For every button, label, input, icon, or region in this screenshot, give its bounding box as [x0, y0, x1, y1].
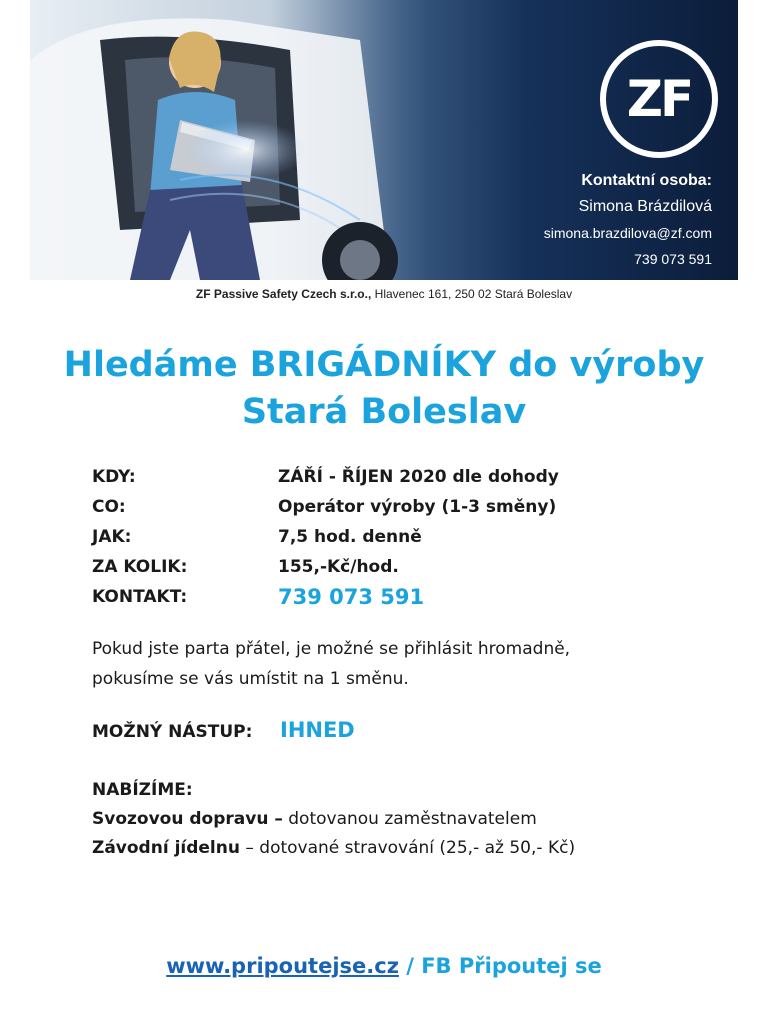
contact-name: Simona Brázdilová: [578, 198, 712, 215]
zf-logo: [600, 40, 718, 158]
detail-label: CO:: [92, 497, 126, 517]
start-value: IHNED: [280, 718, 355, 742]
group-info-paragraph: [92, 634, 712, 694]
headline-line-1: Hledáme BRIGÁDNÍKY do výroby: [63, 345, 705, 385]
company-name: ZF Passive Safety Czech s.r.o.,: [195, 287, 372, 301]
detail-label: ZA KOLIK:: [92, 557, 188, 577]
header-banner: [30, 0, 738, 280]
benefit-item-text: dotovanou zaměstnavatelem: [282, 809, 537, 829]
paragraph-line-2: pokusíme se vás umístit na 1 směnu.: [92, 669, 409, 689]
contact-phone[interactable]: 739 073 591: [634, 251, 712, 267]
detail-row-what: [92, 492, 559, 522]
detail-row-how: [92, 522, 559, 552]
benefit-item: [92, 805, 712, 834]
benefit-item: [92, 834, 712, 863]
benefits-title: NABÍZÍME:: [92, 780, 193, 800]
zf-logo-text: ZF: [626, 70, 692, 128]
contact-title: Kontaktní osoba:: [581, 172, 712, 189]
paragraph-line-1: Pokud jste parta přátel, je možné se přihlásit hromadně,: [92, 639, 571, 659]
company-line: [0, 287, 768, 301]
detail-row-pay: [92, 552, 559, 582]
page-title: [0, 342, 768, 436]
detail-label: KONTAKT:: [92, 587, 188, 607]
detail-row-contact: [92, 582, 559, 612]
contact-phone-highlight[interactable]: 739 073 591: [278, 585, 425, 609]
company-address: Hlavenec 161, 250 02 Stará Boleslav: [371, 287, 573, 301]
header-photo: [30, 0, 430, 280]
detail-label: JAK:: [92, 527, 132, 547]
contact-block: [412, 168, 712, 272]
detail-label: KDY:: [92, 467, 136, 487]
benefit-item-bold: Svozovou dopravu –: [92, 809, 283, 829]
detail-row-when: [92, 462, 559, 492]
detail-value: ZÁŘÍ - ŘÍJEN 2020 dle dohody: [278, 467, 559, 487]
benefit-item-text: – dotované stravování (25,- až 50,- Kč): [239, 838, 576, 858]
detail-value: Operátor výroby (1-3 směny): [278, 497, 557, 517]
footer: [0, 954, 768, 978]
benefits-section: [92, 776, 712, 863]
detail-value: 155,-Kč/hod.: [278, 557, 399, 577]
benefit-item-bold: Závodní jídelnu: [92, 838, 240, 858]
start-label: MOŽNÝ NÁSTUP:: [92, 722, 253, 742]
contact-email[interactable]: simona.brazdilova@zf.com: [543, 225, 712, 241]
start-date: [92, 718, 355, 742]
facebook-text: / FB Připoutej se: [398, 954, 602, 978]
website-link[interactable]: www.pripoutejse.cz: [166, 954, 399, 978]
detail-value: 7,5 hod. denně: [278, 527, 422, 547]
headline-line-2: Stará Boleslav: [241, 392, 527, 432]
job-details: [92, 462, 559, 612]
